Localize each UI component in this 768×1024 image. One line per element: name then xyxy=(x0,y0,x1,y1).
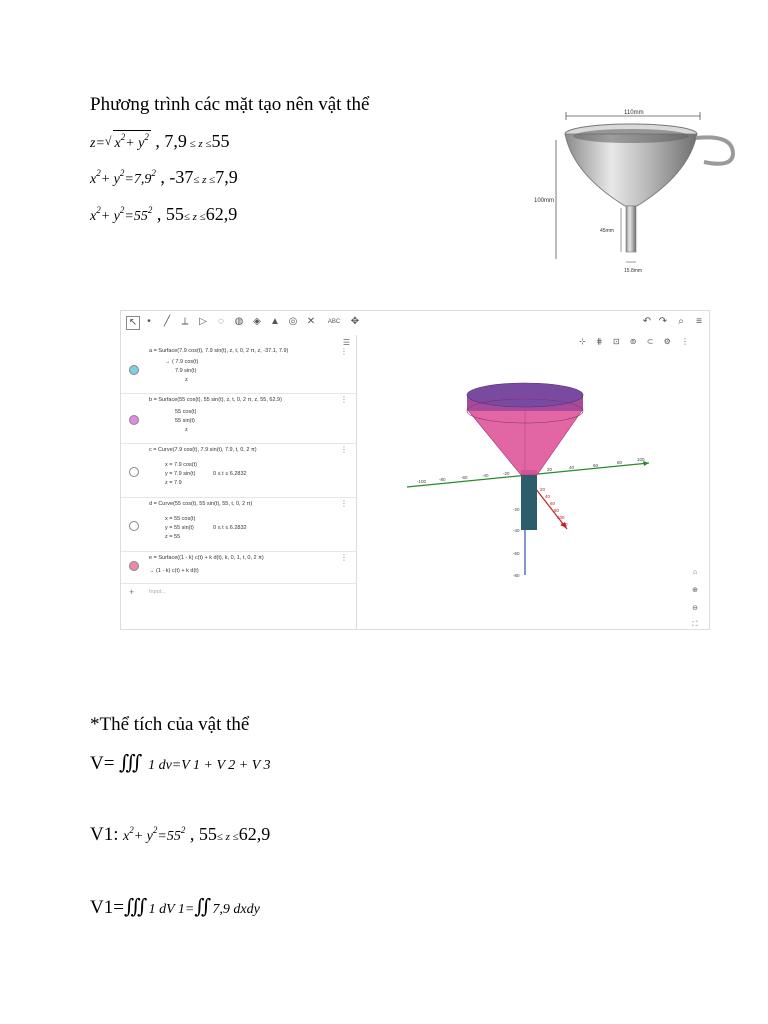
polygon-tool-icon[interactable]: ▷ xyxy=(199,316,207,327)
x-tick-label: 40 xyxy=(569,465,575,470)
undo-icon[interactable]: ↶ xyxy=(642,316,652,327)
y-tick-label: 20 xyxy=(540,487,546,492)
funnel-photo xyxy=(528,104,738,284)
eq2-lower: -37 xyxy=(169,167,194,187)
zoom-in-icon[interactable]: ⊕ xyxy=(692,587,698,594)
item-d-menu-icon[interactable]: ⋮ xyxy=(340,499,348,508)
zoom-out-icon[interactable]: ⊖ xyxy=(692,605,698,612)
algebra-item-e[interactable]: e = Surface((1 - k) c(t) + k d(t), k, 0, 1, t, 0, 2 π) → (1 - k) c(t) + k d(t) ⋮ xyxy=(121,551,356,584)
x-tick-label: 100 xyxy=(637,457,645,462)
x-tick-label: -60 xyxy=(461,475,468,480)
x-tick-label: -100 xyxy=(417,479,427,484)
pyramid-tool-icon[interactable]: ▲ xyxy=(270,316,280,327)
z-tick-label: -60 xyxy=(513,551,520,556)
z-tick-label: -20 xyxy=(513,507,520,512)
x-tick-label: -40 xyxy=(482,473,489,478)
equation-rim: $x^2+ y^2=55^2$ , 55≤ z ≤62,9 xyxy=(90,204,238,224)
dim-spout-label: 45mm xyxy=(600,228,614,234)
item-a-menu-icon[interactable]: ⋮ xyxy=(340,347,348,356)
geogebra-window xyxy=(120,310,710,630)
point-tool-icon[interactable]: • xyxy=(147,316,151,327)
y-tick-label: 40 xyxy=(545,494,551,499)
visibility-dot-e[interactable] xyxy=(129,561,139,571)
visibility-dot-b[interactable] xyxy=(129,415,139,425)
add-input-icon[interactable]: + xyxy=(129,587,135,597)
intersect-tool-icon[interactable]: ✕ xyxy=(306,316,316,327)
move-tool-icon[interactable]: ↖ xyxy=(126,316,140,330)
v1-definition: V1: $x^2+ y^2=55^2$ , 55≤ z ≤62,9 xyxy=(90,824,271,845)
y-tick-label: 120 xyxy=(560,522,568,527)
eq1-lower: 7,9 xyxy=(164,131,187,151)
text-tool[interactable]: ABC xyxy=(327,319,341,325)
graphics-3d-view[interactable] xyxy=(357,335,709,629)
algebra-item-d[interactable]: d = Curve(55 cos(t), 55 sin(t), 55, t, 0, 2 π) x = 55 cos(t) y = 55 sin(t) z = 55 0 ≤ t ≤ 6.2832 ⋮ xyxy=(121,497,356,552)
triple-integral-symbol: ∭ xyxy=(118,752,140,774)
eq3-lower: 55 xyxy=(165,204,184,224)
z-tick-label: -80 xyxy=(513,573,520,578)
search-icon[interactable]: ⌕ xyxy=(678,316,684,327)
section-heading-volume: *Thể tích của vật thể xyxy=(90,714,250,735)
sphere-tool-icon[interactable]: ◍ xyxy=(234,316,244,327)
item-e-menu-icon[interactable]: ⋮ xyxy=(340,553,348,562)
dim-spout-dia-label: 15.8mm xyxy=(624,268,643,274)
eq1-upper: 55 xyxy=(211,131,230,151)
circle-tool-icon[interactable]: ◌ xyxy=(218,316,224,327)
view-settings-icons[interactable]: ⊹ ⋕ ⊡ ⊚ ⊂ ⚙ ⋮ xyxy=(579,337,694,346)
home-icon[interactable]: ⌂ xyxy=(692,569,698,576)
redo-icon[interactable]: ↷ xyxy=(658,316,668,327)
item-c-menu-icon[interactable]: ⋮ xyxy=(340,445,348,454)
volume-equation: V= ∭ 1 dv=V 1 + V 2 + V 3 xyxy=(90,752,271,774)
section-heading-equations: Phương trình các mặt tạo nên vật thể xyxy=(90,94,370,115)
algebra-item-a[interactable]: a = Surface(7.9 cos(t), 7.9 sin(t), z, t, 0, 2 π, z, -37.1, 7.9) → ( 7.9 cos(t) 7.9 sin(t) z ⋮ xyxy=(121,345,356,394)
eq3-upper: 62,9 xyxy=(205,204,238,224)
algebra-item-b[interactable]: b = Surface(55 cos(t), 55 sin(t), z, t, 0, 2 π, z, 55, 62.9) 55 cos(t) 55 sin(t) z ⋮ xyxy=(121,393,356,444)
x-tick-label: 80 xyxy=(617,460,623,465)
algebra-menu-icon[interactable]: ☰ xyxy=(342,338,350,347)
x-tick-label: 60 xyxy=(593,463,599,468)
eq2-upper: 7,9 xyxy=(215,167,238,187)
z-tick-label: -40 xyxy=(513,528,520,533)
visibility-dot-d[interactable] xyxy=(129,521,139,531)
dim-height-label: 100mm xyxy=(534,198,555,204)
y-tick-label: 60 xyxy=(550,501,556,506)
y-tick-label: 100 xyxy=(557,515,565,520)
x-tick-label: 20 xyxy=(547,467,553,472)
dim-top-label: 110mm xyxy=(624,110,644,116)
perpendicular-tool-icon[interactable]: ⟂ xyxy=(181,316,189,327)
algebra-item-c[interactable]: c = Curve(7.9 cos(t), 7.9 sin(t), 7.9, t, 0, 2 π) x = 7.9 cos(t) y = 7.9 sin(t) z = 7.9 0 ≤ t ≤ 6.2832 ⋮ xyxy=(121,443,356,498)
v1-equation: V1=∭ 1 dV 1=∬ 7,9 dxdy xyxy=(90,896,260,918)
input-bar[interactable]: + Input... xyxy=(129,587,166,597)
geogebra-toolbar xyxy=(121,311,709,336)
x-tick-label: -20 xyxy=(503,471,510,476)
visibility-dot-a[interactable] xyxy=(129,365,139,375)
fullscreen-icon[interactable]: ⛶ xyxy=(692,621,698,628)
x-tick-label: -80 xyxy=(439,477,446,482)
funnel-3d-render xyxy=(357,335,709,629)
equation-spout: $x^2+ y^2=7,9^2$ , -37≤ z ≤7,9 xyxy=(90,167,238,187)
y-tick-label: 80 xyxy=(554,508,560,513)
visibility-dot-c[interactable] xyxy=(129,467,139,477)
item-b-menu-icon[interactable]: ⋮ xyxy=(340,395,348,404)
plane-tool-icon[interactable]: ◈ xyxy=(253,316,261,327)
algebra-view xyxy=(121,335,357,629)
move-view-tool-icon[interactable]: ✥ xyxy=(350,316,360,327)
line-tool-icon[interactable]: ╱ xyxy=(163,316,171,327)
menu-icon[interactable]: ≡ xyxy=(696,316,702,327)
rotate-tool-icon[interactable]: ◎ xyxy=(288,316,298,327)
equation-cone: z=√ $x^2+ y^2$ , 7,9 ≤ z ≤55 xyxy=(90,131,230,151)
